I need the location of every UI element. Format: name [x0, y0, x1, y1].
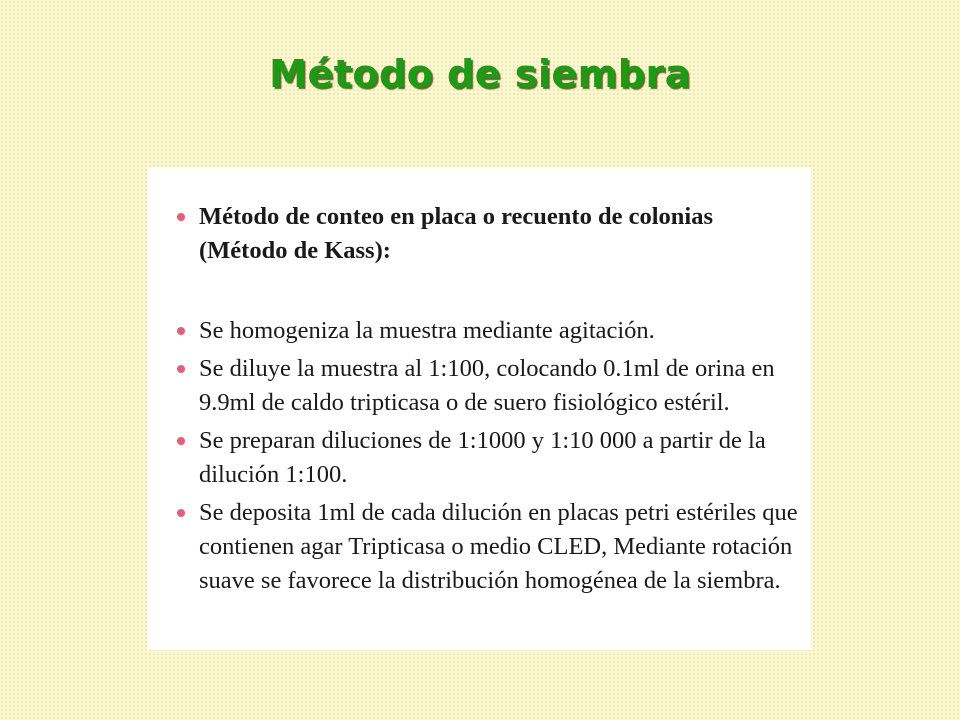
bullet-dot-icon: [177, 509, 185, 517]
bullet-text: Se homogeniza la muestra mediante agitación.: [199, 317, 655, 344]
slide-title: Método de siembra: [269, 52, 691, 96]
bullet-list: [177, 200, 803, 598]
bullet-dot-icon: [177, 327, 185, 335]
bullet-dot-icon: [177, 437, 185, 445]
bullet-text: Método de conteo en placa o recuento de colonias (Método de Kass):: [199, 203, 713, 264]
bullet-item-homogenize: [177, 314, 803, 348]
bullet-item-dilute: [177, 352, 803, 420]
bullet-text: Se preparan diluciones de 1:1000 y 1:10 000 a partir de la dilución 1:100.: [199, 427, 766, 488]
bullet-item-prepare-dilutions: [177, 424, 803, 492]
bullet-dot-icon: [177, 213, 185, 221]
content-panel: [147, 167, 811, 650]
bullet-item-deposit: [177, 496, 803, 598]
bullet-dot-icon: [177, 365, 185, 373]
bullet-text: Se deposita 1ml de cada dilución en placas petri estériles que contienen agar Tripticasa o medio CLED, Mediante rotación suave se favorece la distribución homogénea de la siembra.: [199, 499, 798, 594]
bullet-item-heading: [177, 200, 803, 268]
bullet-text: Se diluye la muestra al 1:100, colocando 0.1ml de orina en 9.9ml de caldo tripticasa o de suero fisiológico estéril.: [199, 355, 775, 416]
